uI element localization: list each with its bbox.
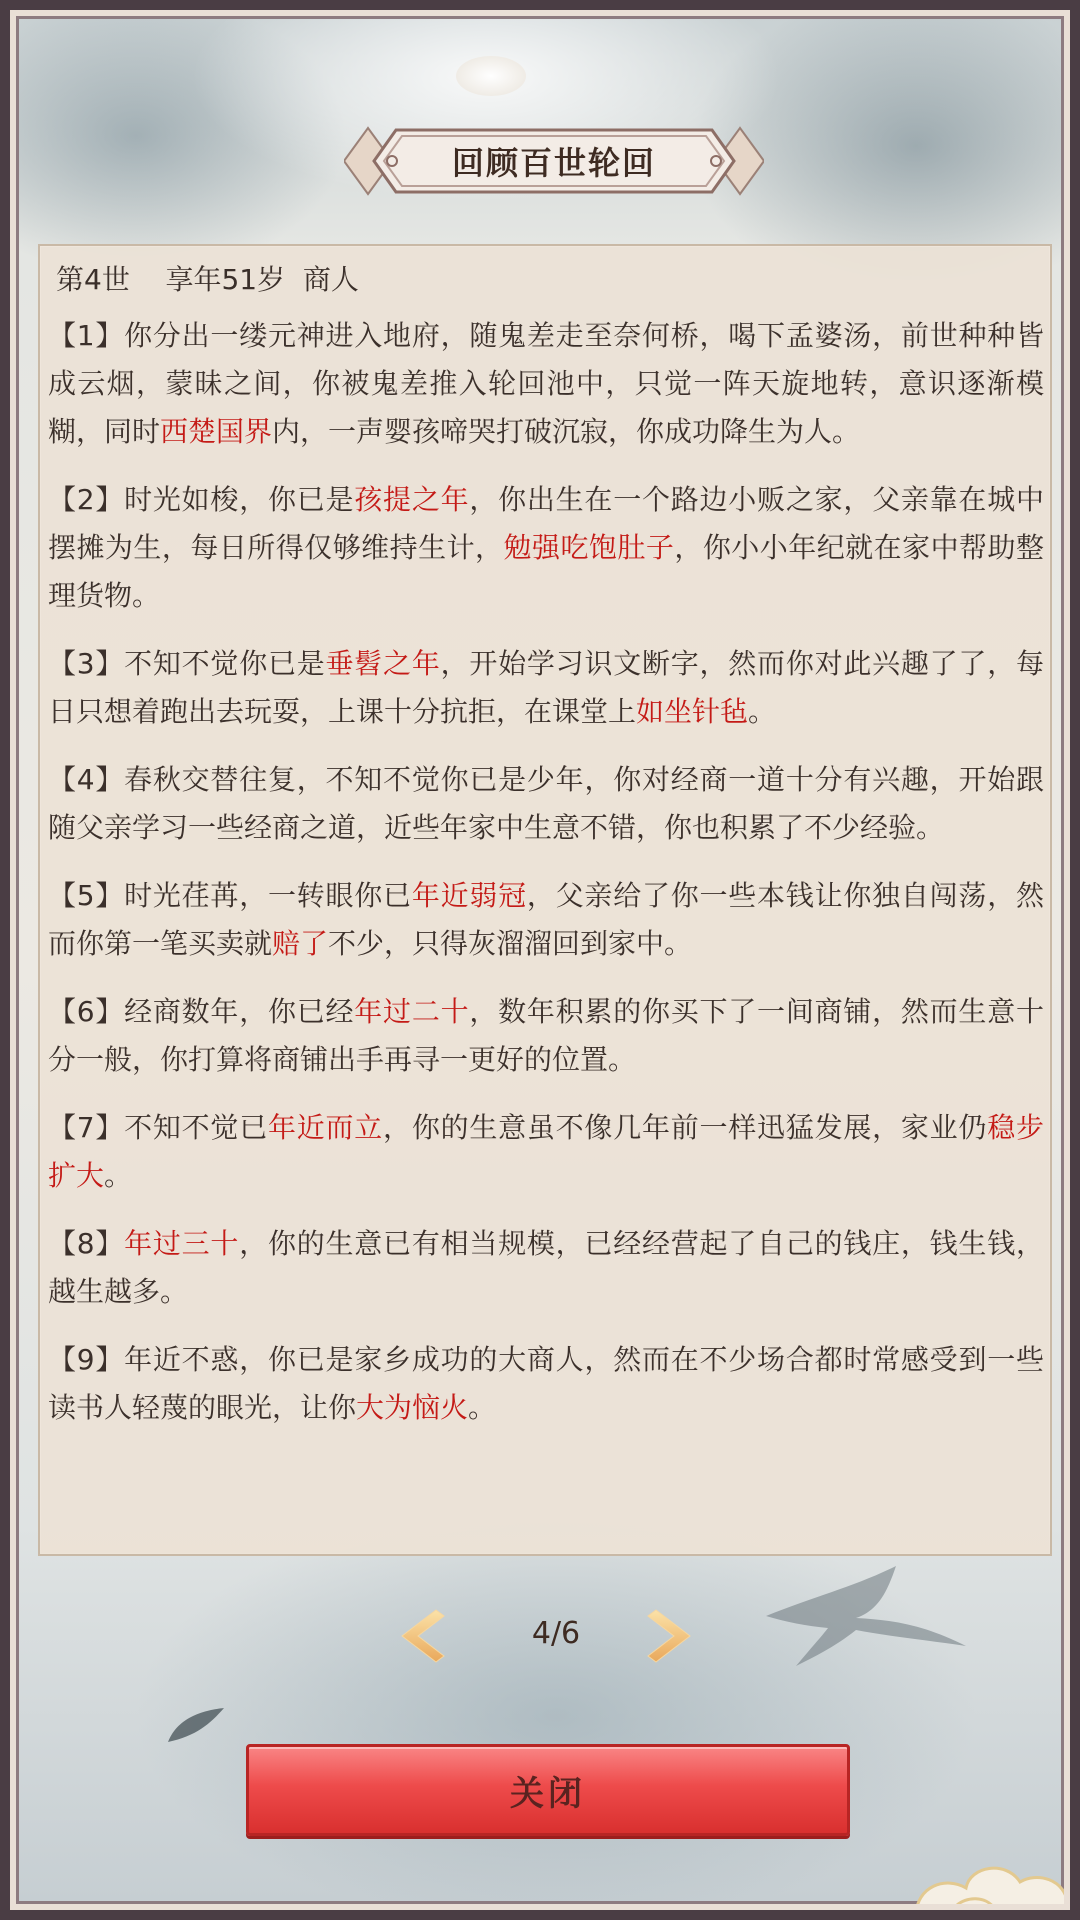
life-event-entry	[48, 988, 1044, 1084]
event-highlight-text: 年过三十	[124, 1227, 240, 1260]
crane-decoration	[756, 1556, 976, 1676]
prev-page-button[interactable]	[392, 1606, 452, 1666]
life-record-panel[interactable]	[38, 244, 1052, 1556]
event-text: 不少，只得灰溜溜回到家中。	[328, 927, 693, 960]
event-text: ，你小小年纪就在家中帮助整理货物。	[48, 531, 1044, 612]
event-text: 。	[468, 1391, 497, 1424]
event-text: 【4】春秋交替往复，不知不觉你已是少年，你对经商一道十分有兴趣，开始跟随父亲学习一些经商之道，近些年家中生意不错，你也积累了不少经验。	[48, 763, 1044, 844]
life-event-entry	[48, 312, 1044, 456]
event-text: ，你出生在一个路边小贩之家，父亲靠在城中摆摊为生，每日所得仅够维持生计，	[48, 483, 1044, 564]
event-text: 【9】年近不惑，你已是家乡成功的大商人，然而在不少场合都时常感受到一些读书人轻蔑的眼光，让你	[48, 1343, 1044, 1424]
event-text: 【5】时光荏苒，一转眼你已	[48, 879, 412, 912]
event-highlight-text: 如坐针毡	[636, 695, 749, 728]
life-event-entry	[48, 476, 1044, 620]
event-highlight-text: 垂髫之年	[325, 647, 441, 680]
event-text: 【8】	[48, 1227, 125, 1260]
event-text: 【1】你分出一缕元神进入地府，随鬼差走至奈何桥，喝下孟婆汤，前世种种皆成云烟，蒙昧之间，你被鬼差推入轮回池中，只觉一阵天旋地转，意识逐渐模糊，同时	[48, 319, 1044, 448]
life-event-list	[48, 312, 1044, 1452]
life-event-entry	[48, 1104, 1044, 1200]
title-plaque	[344, 122, 764, 200]
close-button-label: 关闭	[510, 1773, 586, 1814]
event-highlight-text: 年过二十	[354, 995, 470, 1028]
page-indicator: 4/6	[531, 1616, 581, 1651]
life-age: 享年51岁	[165, 263, 286, 296]
event-highlight-text: 西楚国界	[160, 415, 273, 448]
chevron-left-icon	[392, 1606, 452, 1666]
life-event-entry	[48, 756, 1044, 852]
event-text: ，你的生意已有相当规模，已经经营起了自己的钱庄，钱生钱，越生越多。	[48, 1227, 1044, 1308]
life-event-entry	[48, 1220, 1044, 1316]
dialog-title: 回顾百世轮回	[451, 144, 656, 182]
life-summary-header	[56, 258, 359, 298]
chevron-right-icon	[640, 1606, 700, 1666]
life-number: 第4世	[56, 263, 130, 296]
event-text: 。	[748, 695, 777, 728]
cloud-decoration	[896, 1816, 1070, 1910]
life-event-entry	[48, 640, 1044, 736]
event-text: 【7】不知不觉已	[48, 1111, 268, 1144]
moon-decoration	[456, 56, 526, 96]
event-text: 【2】时光如梭，你已是	[48, 483, 355, 516]
close-button[interactable]	[246, 1744, 850, 1836]
event-highlight-text: 大为恼火	[356, 1391, 469, 1424]
event-highlight-text: 稳步扩大	[48, 1111, 1044, 1192]
leaf-decoration	[166, 1706, 226, 1746]
next-page-button[interactable]	[640, 1606, 700, 1666]
event-highlight-text: 年近而立	[267, 1111, 384, 1144]
life-event-entry	[48, 872, 1044, 968]
event-text: 。	[104, 1159, 133, 1192]
event-text: ，父亲给了你一些本钱让你独自闯荡，然而你第一笔买卖就	[48, 879, 1044, 960]
event-text: ，你的生意虽不像几年前一样迅猛发展，家业仍	[383, 1111, 988, 1144]
event-text: 【6】经商数年，你已经	[48, 995, 355, 1028]
event-text: 内，一声婴孩啼哭打破沉寂，你成功降生为人。	[272, 415, 861, 448]
panel-fade	[40, 1514, 1050, 1554]
event-highlight-text: 勉强吃饱肚子	[503, 531, 675, 564]
event-text: ，开始学习识文断字，然而你对此兴趣了了，每日只想着跑出去玩耍，上课十分抗拒，在课堂上	[48, 647, 1044, 728]
life-event-entry	[48, 1336, 1044, 1432]
life-profession: 商人	[302, 263, 359, 296]
event-highlight-text: 孩提之年	[354, 483, 470, 516]
dialog-window	[10, 10, 1070, 1910]
event-text: ，数年积累的你买下了一间商铺，然而生意十分一般，你打算将商铺出手再寻一更好的位置。	[48, 995, 1044, 1076]
event-text: 【3】不知不觉你已是	[48, 647, 326, 680]
event-highlight-text: 年近弱冠	[411, 879, 527, 912]
event-highlight-text: 赔了	[272, 927, 329, 960]
